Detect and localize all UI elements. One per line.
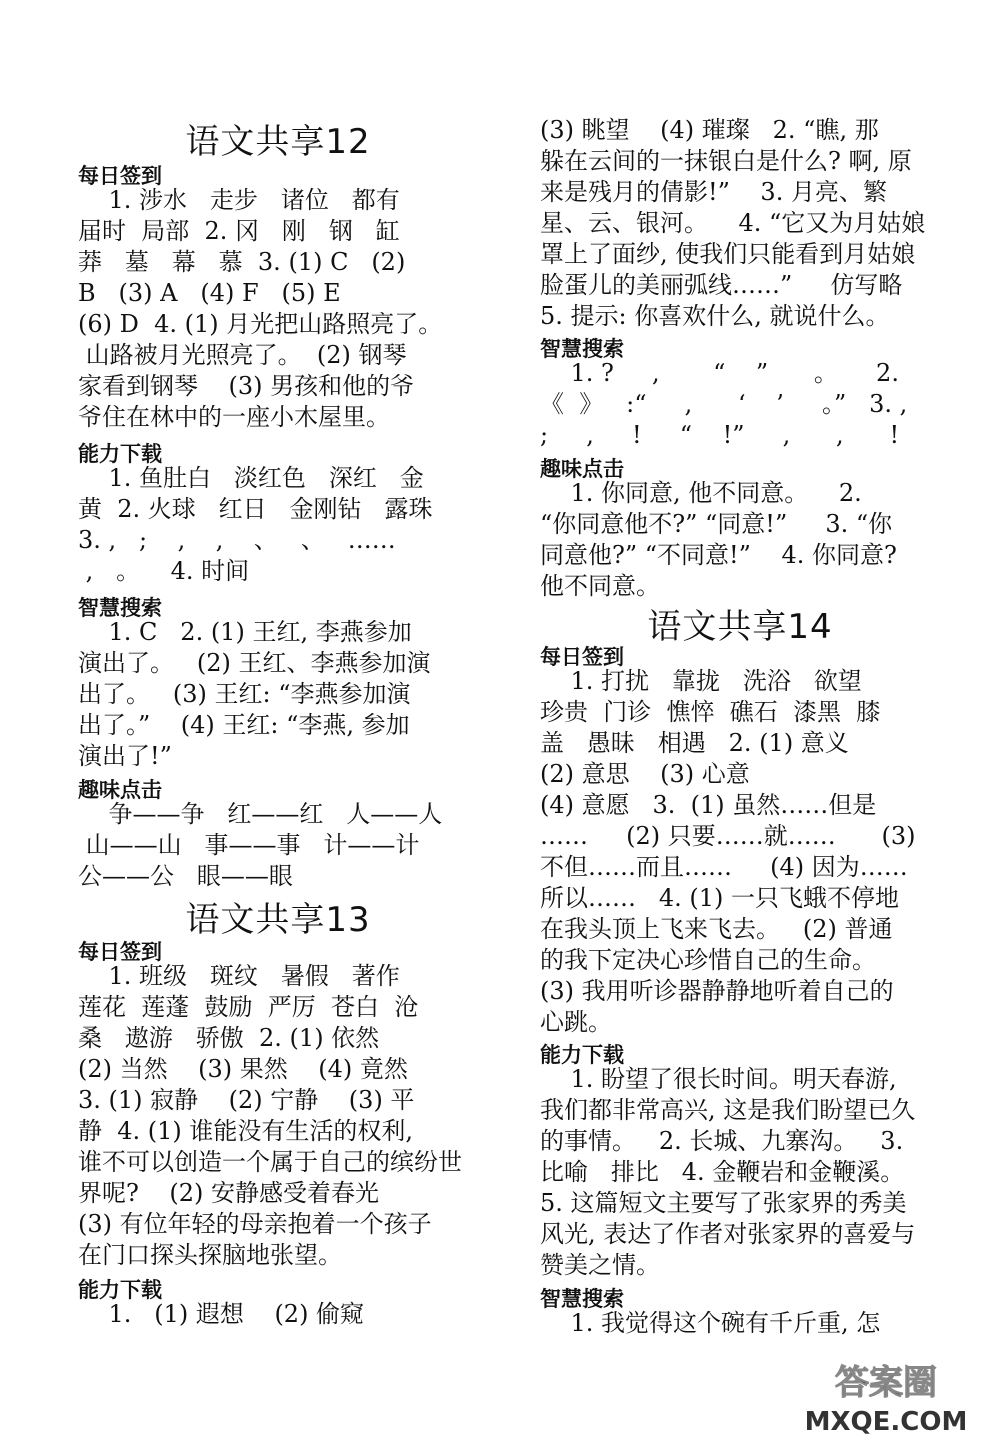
answer-line: 1. ? , “ ” 。 2. bbox=[540, 359, 899, 387]
subsection-heading: 能力下载 bbox=[78, 442, 162, 466]
answer-line: 《 》 :“ , ‘ ’ 。” 3. , bbox=[540, 390, 908, 418]
answer-line: 莲花 莲蓬 鼓励 严厉 苍白 沧 bbox=[78, 993, 419, 1021]
answer-line: 1. 我觉得这个碗有千斤重, 怎 bbox=[540, 1309, 881, 1337]
answer-line: 1. 涉水 走步 诸位 都有 bbox=[78, 186, 400, 214]
answer-line: 1. (1) 遐想 (2) 偷窥 bbox=[78, 1300, 365, 1328]
watermark-brand: 答案圈 bbox=[835, 1363, 937, 1403]
answer-line: 不但……而且…… (4) 因为…… bbox=[540, 853, 908, 881]
answer-line: 盖 愚昧 相遇 2. (1) 意义 bbox=[540, 729, 849, 757]
answer-line: 届时 局部 2. 冈 刚 钢 缸 bbox=[78, 217, 400, 245]
answer-line: 1. 盼望了很长时间。明天春游, bbox=[540, 1065, 897, 1093]
answer-line: B (3) A (4) F (5) E bbox=[78, 279, 341, 307]
answer-line: 演出了。 (2) 王红、李燕参加演 bbox=[78, 649, 431, 677]
answer-line: 爷住在林中的一座小木屋里。 bbox=[78, 403, 390, 431]
answer-line: 在我头顶上飞来飞去。 (2) 普通 bbox=[540, 915, 893, 943]
watermark-logo bbox=[786, 1354, 986, 1440]
section-title: 语文共享13 bbox=[185, 900, 371, 940]
subsection-heading: 智慧搜索 bbox=[540, 337, 624, 361]
subsection-heading: 趣味点击 bbox=[540, 457, 624, 481]
answer-line: 3. , ; , , 、 、 …… bbox=[78, 526, 396, 554]
answer-line: 同意他?” “不同意!” 4. 你同意? bbox=[540, 541, 897, 569]
answer-line: …… (2) 只要……就…… (3) bbox=[540, 822, 916, 850]
subsection-heading: 能力下载 bbox=[540, 1043, 624, 1067]
answer-line: 他不同意。 bbox=[540, 572, 660, 600]
subsection-heading: 智慧搜索 bbox=[540, 1287, 624, 1311]
answer-line: 公——公 眼——眼 bbox=[78, 862, 293, 890]
answer-line: 5. 这篇短文主要写了张家界的秀美 bbox=[540, 1189, 907, 1217]
answer-line: 的事情。 2. 长城、九寨沟。 3. bbox=[540, 1127, 904, 1155]
subsection-heading: 趣味点击 bbox=[78, 778, 162, 802]
answer-line: “你同意他不?” “同意!” 3. “你 bbox=[540, 510, 893, 538]
answer-line: 演出了!” bbox=[78, 742, 172, 770]
subsection-heading: 每日签到 bbox=[540, 645, 624, 669]
answer-line: 谁不可以创造一个属于自己的缤纷世 bbox=[78, 1148, 462, 1176]
answer-line: (6) D 4. (1) 月光把山路照亮了。 bbox=[78, 310, 443, 338]
answer-line: 来是残月的倩影!” 3. 月亮、繁 bbox=[540, 178, 887, 206]
answer-line: 3. (1) 寂静 (2) 宁静 (3) 平 bbox=[78, 1086, 415, 1114]
answer-line: 5. 提示: 你喜欢什么, 就说什么。 bbox=[540, 302, 890, 330]
answer-line: (2) 当然 (3) 果然 (4) 竟然 bbox=[78, 1055, 408, 1083]
answer-line: (3) 眺望 (4) 璀璨 2. “瞧, 那 bbox=[540, 116, 879, 144]
answer-line: 躲在云间的一抹银白是什么? 啊, 原 bbox=[540, 147, 912, 175]
section-title: 语文共享12 bbox=[185, 122, 371, 162]
subsection-heading: 能力下载 bbox=[78, 1278, 162, 1302]
answer-line: 1. 鱼肚白 淡红色 深红 金 bbox=[78, 464, 424, 492]
answer-line: (4) 意愿 3. (1) 虽然……但是 bbox=[540, 791, 877, 819]
watermark-url: MXQE.COM bbox=[804, 1407, 968, 1437]
answer-line: 桑 遨游 骄傲 2. (1) 依然 bbox=[78, 1024, 380, 1052]
answer-line: 黄 2. 火球 红日 金刚钻 露珠 bbox=[78, 495, 433, 523]
answer-line: 1. C 2. (1) 王红, 李燕参加 bbox=[78, 618, 412, 646]
subsection-heading: 每日签到 bbox=[78, 164, 162, 188]
answer-line: 我们都非常高兴, 这是我们盼望已久 bbox=[540, 1096, 916, 1124]
subsection-heading: 每日签到 bbox=[78, 940, 162, 964]
answer-line: , 。 4. 时间 bbox=[78, 557, 250, 585]
answer-line: 星、云、银河。 4. “它又为月姑娘 bbox=[540, 209, 926, 237]
answer-line: 1. 班级 斑纹 暑假 著作 bbox=[78, 962, 400, 990]
answer-line: 静 4. (1) 谁能没有生活的权利, bbox=[78, 1117, 414, 1145]
answer-line: 罩上了面纱, 使我们只能看到月姑娘 bbox=[540, 240, 916, 268]
answer-line: 出了。” (4) 王红: “李燕, 参加 bbox=[78, 711, 410, 739]
answer-line: (3) 我用听诊器静静地听着自己的 bbox=[540, 977, 894, 1005]
section-title: 语文共享14 bbox=[647, 607, 833, 647]
answer-line: 的我下定决心珍惜自己的生命。 bbox=[540, 946, 876, 974]
answer-line: (2) 意思 (3) 心意 bbox=[540, 760, 750, 788]
subsection-heading: 智慧搜索 bbox=[78, 596, 162, 620]
answer-line: 赞美之情。 bbox=[540, 1251, 660, 1279]
answer-line: 家看到钢琴 (3) 男孩和他的爷 bbox=[78, 372, 415, 400]
answer-line: 心跳。 bbox=[540, 1008, 612, 1036]
answer-line: 出了。 (3) 王红: “李燕参加演 bbox=[78, 680, 411, 708]
answer-line: 山路被月光照亮了。 (2) 钢琴 bbox=[78, 341, 407, 369]
answer-line: 莽 墓 幕 慕 3. (1) C (2) bbox=[78, 248, 406, 276]
answer-line: 比喻 排比 4. 金鞭岩和金鞭溪。 bbox=[540, 1158, 905, 1186]
answer-line: 1. 打扰 靠拢 洗浴 欲望 bbox=[540, 667, 862, 695]
answer-line: (3) 有位年轻的母亲抱着一个孩子 bbox=[78, 1210, 432, 1238]
answer-line: 争——争 红——红 人——人 bbox=[78, 800, 443, 828]
answer-line: 界呢? (2) 安静感受着春光 bbox=[78, 1179, 380, 1207]
answer-line: 珍贵 门诊 憔悴 礁石 漆黑 膝 bbox=[540, 698, 881, 726]
answer-line: 山——山 事——事 计——计 bbox=[78, 831, 420, 859]
answer-line: 风光, 表达了作者对张家界的喜爱与 bbox=[540, 1220, 916, 1248]
answer-line: ; , ! “ !” , , ! bbox=[540, 421, 900, 449]
answer-line: 1. 你同意, 他不同意。 2. bbox=[540, 479, 862, 507]
answer-line: 所以…… 4. (1) 一只飞蛾不停地 bbox=[540, 884, 900, 912]
answer-line: 脸蛋儿的美丽弧线……” 仿写略 bbox=[540, 271, 903, 299]
answer-line: 在门口探头探脑地张望。 bbox=[78, 1241, 342, 1269]
